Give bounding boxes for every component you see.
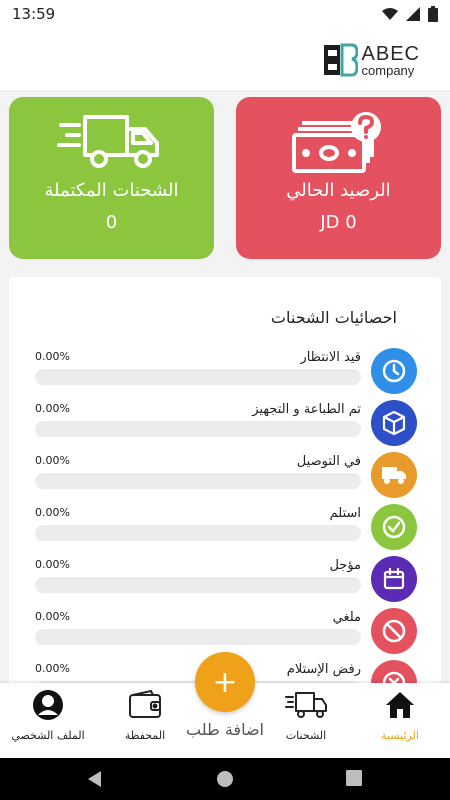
stat-row-received xyxy=(9,501,441,553)
signal-icon xyxy=(406,7,420,21)
stat-label: ملغي xyxy=(332,610,361,625)
stat-label: استلم xyxy=(329,506,361,521)
stat-progress-bar xyxy=(35,473,361,489)
plus-icon: + xyxy=(212,664,238,700)
current-balance-value: JD 0 xyxy=(320,212,357,233)
stat-label: قيد الانتظار xyxy=(300,350,361,365)
truck-icon xyxy=(371,452,417,498)
logo-title: ABEC xyxy=(361,42,420,65)
nav-home-label: الرئيسية xyxy=(381,729,419,742)
stat-row-cancelled xyxy=(9,605,441,657)
nav-home[interactable] xyxy=(355,689,445,742)
block-icon xyxy=(371,608,417,654)
user-avatar-icon xyxy=(32,689,64,721)
stat-label: رفض الإستلام xyxy=(286,662,361,677)
stats-title: احصائيات الشحنات xyxy=(270,308,397,327)
stat-label: في التوصيل xyxy=(296,454,361,469)
home-icon xyxy=(384,689,416,721)
stat-progress-bar xyxy=(35,369,361,385)
company-logo xyxy=(322,42,420,78)
stat-label: تم الطباعة و التجهيز xyxy=(252,402,361,417)
system-navigation-bar xyxy=(0,758,450,800)
stat-progress-bar xyxy=(35,629,361,645)
add-order-label: اضافة طلب xyxy=(186,720,264,739)
status-bar xyxy=(0,0,450,28)
stat-percent: 0.00% xyxy=(35,610,70,623)
stat-percent: 0.00% xyxy=(35,454,70,467)
status-time: 13:59 xyxy=(12,5,56,23)
current-balance-label: الرصيد الحالي xyxy=(286,180,391,201)
stat-progress-bar xyxy=(35,421,361,437)
app-bar xyxy=(0,28,450,90)
battery-icon xyxy=(428,6,438,22)
shipment-stats-panel xyxy=(9,277,441,697)
status-icons xyxy=(382,6,438,22)
stat-row-delivering xyxy=(9,449,441,501)
nav-shipments-label: الشحنات xyxy=(285,729,327,742)
calendar-icon xyxy=(371,556,417,602)
current-balance-card[interactable] xyxy=(236,97,441,259)
stat-percent: 0.00% xyxy=(35,558,70,571)
stat-percent: 0.00% xyxy=(35,506,70,519)
completed-shipments-label: الشحنات المكتملة xyxy=(44,180,179,201)
stat-percent: 0.00% xyxy=(35,662,70,675)
back-icon[interactable] xyxy=(86,770,104,788)
add-order-button[interactable] xyxy=(195,652,255,712)
completed-shipments-card[interactable] xyxy=(9,97,214,259)
completed-shipments-value: 0 xyxy=(105,212,118,233)
nav-profile[interactable] xyxy=(3,689,93,742)
logo-mark-icon xyxy=(322,42,358,78)
money-question-icon xyxy=(284,109,394,179)
home-circle-icon[interactable] xyxy=(216,770,234,788)
nav-wallet-label: المحفظة xyxy=(124,729,166,742)
stat-progress-bar xyxy=(35,525,361,541)
clock-icon xyxy=(371,348,417,394)
recents-icon[interactable] xyxy=(346,770,362,786)
fast-truck-icon xyxy=(57,109,167,173)
nav-profile-label: الملف الشخصي xyxy=(11,729,85,742)
stat-progress-bar xyxy=(35,577,361,593)
stat-label: مؤجل xyxy=(329,558,361,573)
shipments-truck-icon xyxy=(284,689,328,721)
logo-subtitle: company xyxy=(361,62,415,78)
box-icon xyxy=(371,400,417,446)
stat-row-printed xyxy=(9,397,441,449)
check-circle-icon xyxy=(371,504,417,550)
wallet-icon xyxy=(127,689,163,721)
stat-percent: 0.00% xyxy=(35,402,70,415)
stat-percent: 0.00% xyxy=(35,350,70,363)
stat-row-pending xyxy=(9,345,441,397)
stat-row-postponed xyxy=(9,553,441,605)
wifi-icon xyxy=(382,7,398,21)
